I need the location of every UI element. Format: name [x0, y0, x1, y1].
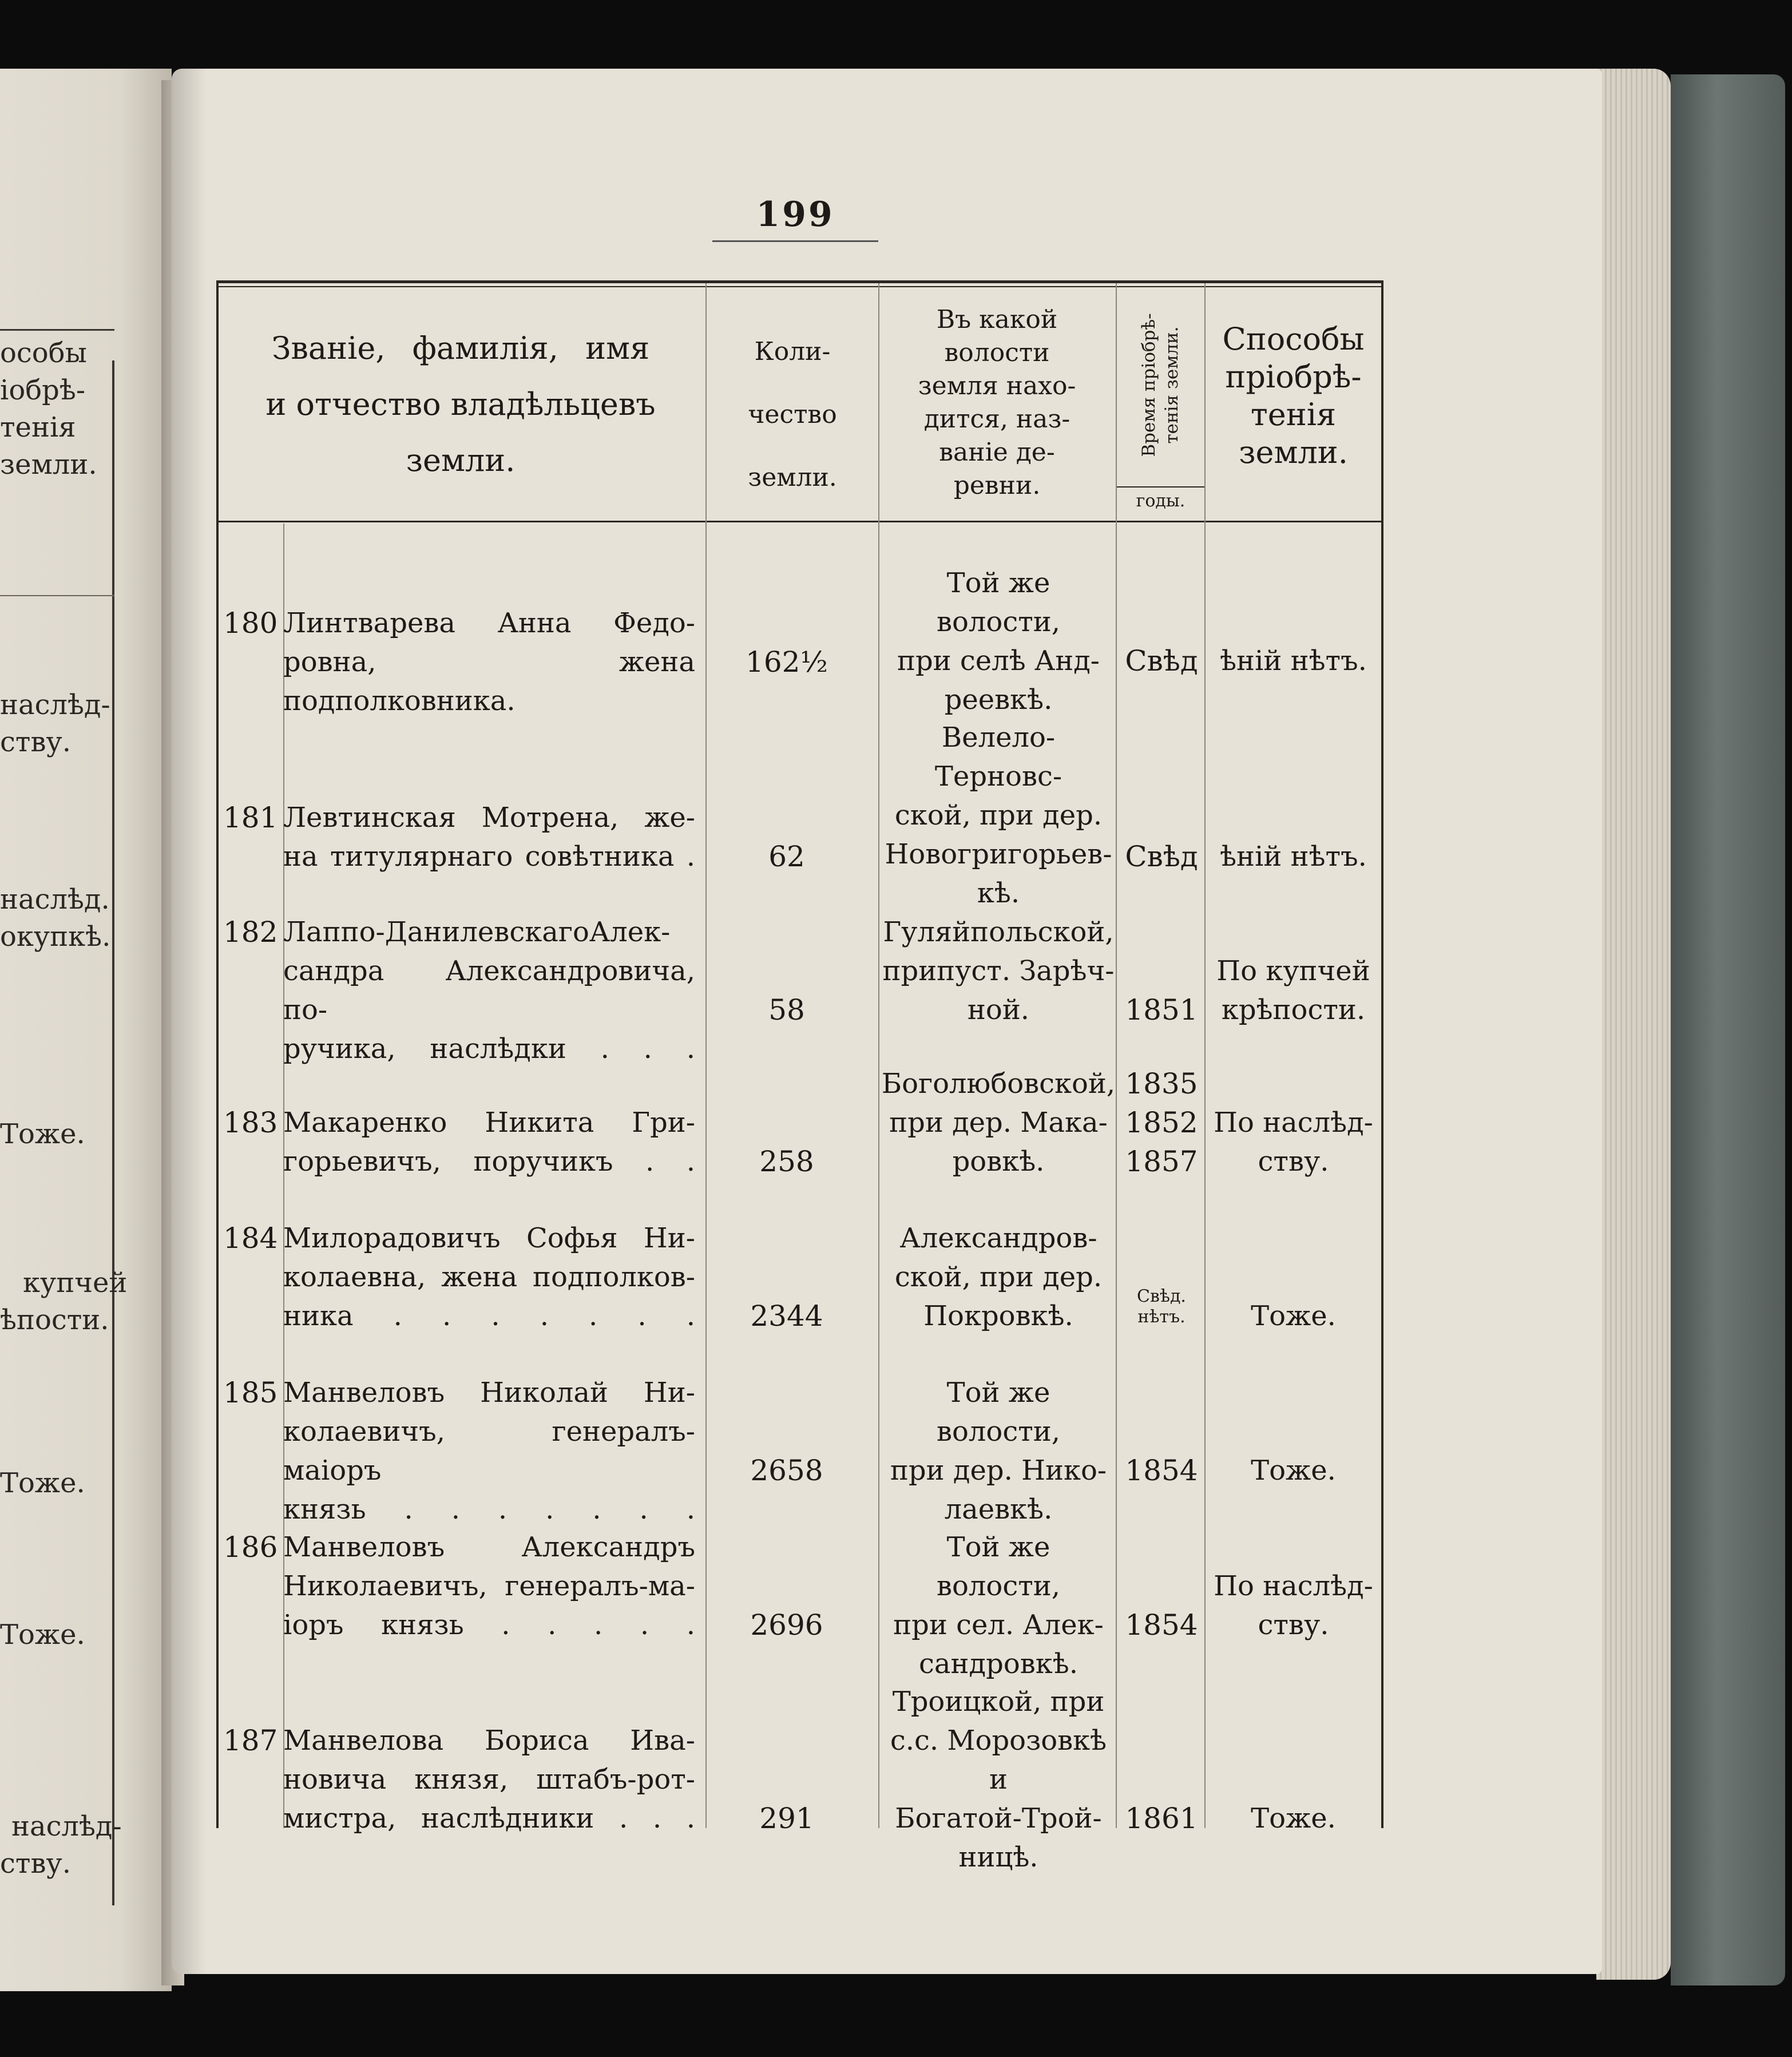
owner-name-line: ника . . . . . . . — [283, 1300, 695, 1332]
land-quantity: 258 — [759, 1145, 814, 1178]
header-years: годы. — [1136, 491, 1186, 511]
header-method — [1206, 320, 1381, 471]
owner-name-line: Николаевичъ, генералъ-ма- — [283, 1570, 695, 1602]
acquisition-method-line: По наслѣд- — [1214, 1107, 1373, 1139]
left-page — [0, 69, 172, 1991]
location — [881, 718, 1116, 913]
location — [881, 1528, 1116, 1683]
acquisition-year-note-line: нѣтъ. — [1137, 1307, 1186, 1327]
owner-name — [283, 798, 695, 876]
location-line: Александров- — [899, 1222, 1097, 1254]
land-quantity: 162½ — [746, 645, 828, 679]
owner-name-line: колаевичъ, генералъ-маіоръ — [283, 1416, 695, 1487]
land-quantity: 2658 — [750, 1454, 823, 1487]
location — [881, 1064, 1116, 1181]
acquisition-method — [1206, 952, 1381, 1029]
table-row — [217, 1064, 1382, 1190]
acquisition-year: 1861 — [1125, 1802, 1198, 1835]
left-fragment: земли. — [0, 449, 97, 481]
owner-name — [283, 1528, 695, 1644]
spine-shadow — [172, 69, 206, 1974]
header-method-line: тенія — [1250, 397, 1337, 433]
location-line: при селѣ Анд- — [897, 645, 1100, 677]
owner-name-line: Макаренко Никита Гри- — [283, 1107, 695, 1139]
table-row — [217, 913, 1382, 1065]
header-location-line: земля нахо- — [918, 371, 1076, 401]
owner-name-line: горьевичъ, поручикъ . . — [283, 1146, 695, 1178]
acquisition-year: Свѣд — [1125, 840, 1198, 873]
row-number: 187 — [223, 1724, 278, 1757]
acquisition-method: ѣній нѣтъ. — [1220, 645, 1367, 677]
page-number: 199 — [712, 195, 878, 242]
land-quantity: 291 — [759, 1802, 814, 1835]
table-row — [217, 1219, 1382, 1345]
table-header-rule — [216, 521, 1383, 522]
location-line: ской, при дер. — [894, 1261, 1103, 1293]
location-line: Той же волости, — [937, 567, 1060, 638]
owner-name — [283, 1103, 695, 1181]
acquisition-year-line: 1852 — [1125, 1106, 1198, 1139]
location — [881, 1219, 1116, 1335]
location-line: Боголюбовской, — [881, 1068, 1116, 1100]
owner-name-line: Манвеловъ Николай Ни- — [283, 1377, 695, 1409]
owner-name-line: сандра Александровича, по- — [283, 955, 695, 1026]
acquisition-year — [1119, 1064, 1204, 1181]
location — [881, 1373, 1116, 1529]
location — [881, 564, 1116, 719]
header-quantity-line: Коли- — [754, 337, 831, 366]
acquisition-year: 1854 — [1125, 1454, 1198, 1487]
left-fragment: ству. — [0, 1848, 71, 1880]
header-location-line: ваніе де- — [939, 438, 1055, 467]
acquisition-year: 1851 — [1125, 993, 1198, 1026]
acquisition-method-line: ству. — [1258, 1146, 1329, 1178]
table-top-rule — [216, 280, 1383, 283]
header-method-line: пріобрѣ- — [1225, 359, 1362, 395]
row-number: 182 — [223, 915, 278, 949]
header-time-line: Время пріобрѣ- — [1139, 312, 1159, 457]
table-row — [217, 1373, 1382, 1525]
owner-name — [283, 604, 695, 720]
location-line: при дер. Нико- — [890, 1454, 1107, 1487]
location-line: ной. — [967, 994, 1030, 1026]
left-page-header-rule — [0, 595, 114, 596]
acquisition-method — [1206, 1103, 1381, 1181]
acquisition-method-line: По купчей — [1216, 955, 1370, 987]
owner-name-line: на титулярнаго совѣтника . — [283, 841, 695, 873]
location-line: с.с. Морозовкѣ и — [890, 1725, 1107, 1796]
header-method-line: Способы — [1222, 321, 1365, 357]
header-time-line: тенія земли. — [1161, 326, 1182, 444]
table-top-rule-thin — [216, 286, 1383, 287]
owner-name-line: ровна, жена подполковника. — [283, 646, 695, 717]
header-time — [1120, 286, 1200, 483]
owner-name-line: колаевна, жена подполков- — [283, 1261, 695, 1293]
owner-name-line: новича князя, штабъ-рот- — [283, 1763, 695, 1796]
table-row — [217, 718, 1382, 909]
owner-name-line: Манвеловъ Александръ — [283, 1531, 695, 1563]
left-fragment: ству. — [0, 726, 71, 758]
location-line: Велело-Терновс- — [934, 722, 1062, 792]
location-line: Троицкой, при — [892, 1686, 1105, 1718]
acquisition-year-note-line: Свѣд. — [1137, 1286, 1186, 1306]
location-line: Покровкѣ. — [923, 1300, 1073, 1332]
left-fragment: купчей — [23, 1267, 128, 1299]
owner-name — [283, 1219, 695, 1335]
left-fragment: іобрѣ- — [0, 374, 86, 406]
location-line: припуст. Зарѣч- — [882, 955, 1115, 987]
acquisition-method: Тоже. — [1251, 1300, 1336, 1332]
land-quantity: 2344 — [750, 1299, 823, 1333]
owner-name — [283, 1721, 695, 1838]
acquisition-year: Свѣд — [1125, 644, 1198, 677]
owner-name-line: іоръ князь . . . . . — [283, 1609, 695, 1641]
location — [881, 1682, 1116, 1877]
table-row — [217, 1682, 1382, 1873]
row-number: 185 — [223, 1376, 278, 1409]
header-location-line: волости — [944, 338, 1050, 367]
land-quantity: 62 — [768, 840, 805, 873]
location-line: при сел. Алек- — [893, 1609, 1104, 1641]
header-quantity — [707, 320, 878, 509]
row-number: 186 — [223, 1531, 278, 1564]
location-line: реевкѣ. — [944, 684, 1053, 716]
acquisition-method-line: По наслѣд- — [1214, 1570, 1373, 1602]
acquisition-method: Тоже. — [1251, 1454, 1336, 1487]
acquisition-year: 1854 — [1125, 1608, 1198, 1642]
left-fragment: окупкѣ. — [0, 921, 111, 953]
location-line: ровкѣ. — [952, 1146, 1045, 1178]
table-row — [217, 564, 1382, 717]
location-line: Той же волости, — [937, 1377, 1060, 1448]
left-fragment: Тоже. — [0, 1467, 85, 1499]
header-owner-line: и отчество владѣльцевъ — [265, 386, 656, 422]
header-owner — [220, 320, 701, 489]
left-fragment: наслѣд- — [0, 689, 110, 721]
left-fragment: наслѣд- — [11, 1810, 122, 1842]
row-number: 184 — [223, 1222, 278, 1255]
location-line: при дер. Мака- — [889, 1107, 1108, 1139]
acquisition-method-line: ству. — [1258, 1609, 1329, 1641]
acquisition-year-note — [1119, 1286, 1204, 1327]
location-line: Новогригорьев- — [885, 838, 1112, 870]
years-subheader-rule — [1117, 486, 1204, 488]
left-page-rule — [0, 329, 114, 331]
owner-name-line: мистра, наслѣдники . . . — [283, 1802, 695, 1834]
header-owner-line: земли. — [406, 442, 516, 478]
location-line: ской, при дер. — [894, 799, 1103, 831]
owner-name-line: Манвелова Бориса Ива- — [283, 1725, 695, 1757]
owner-name-line: Лаппо-ДанилевскагоАлек- — [283, 916, 671, 948]
acquisition-method-line: крѣпости. — [1221, 994, 1366, 1026]
acquisition-year-line: 1835 — [1125, 1067, 1198, 1100]
header-location-line: дится, наз- — [923, 405, 1071, 434]
location-line: ницѣ. — [958, 1841, 1038, 1873]
location — [881, 913, 1116, 1029]
left-fragment: тенія — [0, 411, 76, 443]
location-line: сандровкѣ. — [919, 1648, 1078, 1680]
header-owner-line: Званіе, фамилія, имя — [271, 330, 650, 366]
row-number: 183 — [223, 1106, 278, 1139]
header-method-line: земли. — [1239, 434, 1348, 470]
owner-name-line: ручика, наслѣдки . . . — [283, 1033, 695, 1065]
left-fragment: Тоже. — [0, 1118, 85, 1150]
book-cover — [1671, 74, 1785, 1985]
acquisition-method — [1206, 1567, 1381, 1644]
acquisition-year-line: 1857 — [1125, 1145, 1198, 1178]
acquisition-method: Тоже. — [1251, 1802, 1336, 1834]
left-fragment: Тоже. — [0, 1619, 85, 1651]
header-location-line: Въ какой — [936, 305, 1058, 334]
location-line: кѣ. — [977, 877, 1020, 909]
owner-name-line: Линтварева Анна Федо- — [283, 607, 695, 639]
left-fragment: особы — [0, 337, 87, 369]
header-location — [881, 303, 1113, 502]
acquisition-method: ѣній нѣтъ. — [1220, 841, 1367, 873]
land-quantity: 58 — [768, 993, 805, 1026]
location-line: Гуляйпольской, — [883, 916, 1114, 948]
owner-name-line: Милорадовичъ Софья Ни- — [283, 1222, 695, 1254]
land-quantity: 2696 — [750, 1608, 823, 1642]
owner-name-line: Левтинская Мотрена, же- — [283, 802, 695, 834]
page-edges — [1596, 69, 1671, 1980]
owner-name — [283, 1373, 695, 1529]
row-number: 181 — [223, 801, 278, 834]
owner-name-line: князь . . . . . . . — [283, 1493, 695, 1525]
header-time-text — [1137, 291, 1183, 479]
header-quantity-line: земли. — [748, 463, 837, 492]
owner-name — [283, 913, 695, 1068]
left-fragment: наслѣд. — [0, 883, 110, 915]
location-line: лаевкѣ. — [944, 1493, 1053, 1525]
row-number: 180 — [223, 607, 278, 640]
header-quantity-line: чество — [748, 400, 837, 429]
left-fragment: ѣпости. — [0, 1304, 109, 1336]
table-row — [217, 1528, 1382, 1680]
location-line: Той же волости, — [937, 1531, 1060, 1602]
location-line: Богатой-Трой- — [895, 1802, 1102, 1834]
header-location-line: ревни. — [953, 471, 1041, 500]
